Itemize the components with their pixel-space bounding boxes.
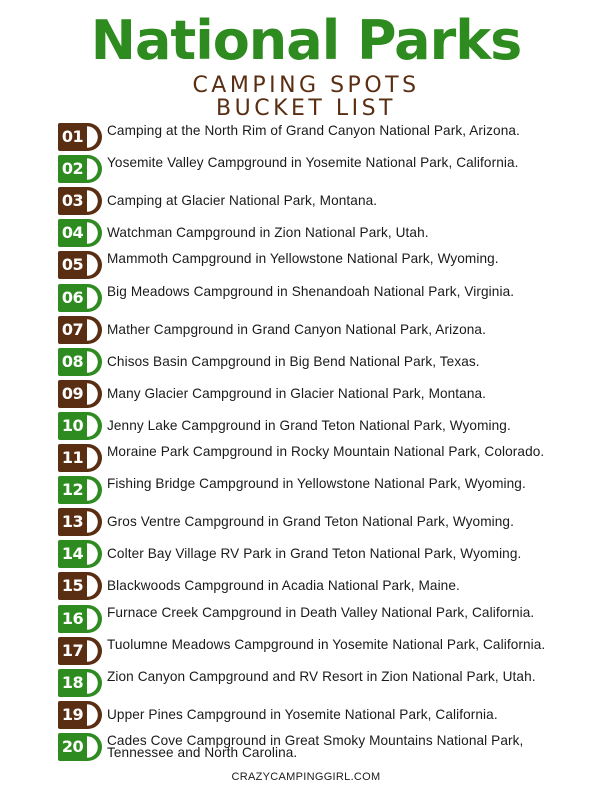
number-badge: [58, 412, 102, 440]
list-item: [58, 284, 588, 312]
subtitle-line-2: BUCKET LIST: [216, 96, 396, 121]
number-badge: [58, 540, 102, 568]
subtitle-line-1: CAMPING SPOTS: [192, 73, 420, 98]
list-item: [58, 251, 588, 279]
page-title: National Parks: [90, 9, 522, 72]
number-badge: [58, 123, 102, 151]
badge-number: 04: [61, 223, 84, 243]
badge-number: 18: [61, 672, 84, 692]
list-item: [58, 637, 588, 665]
number-badge: [58, 508, 102, 536]
list-item: [58, 508, 588, 536]
badge-number: 08: [61, 351, 84, 371]
list-item-text: Chisos Basin Campground in Big Bend National Park, Texas.: [107, 353, 480, 369]
list-item: [58, 476, 588, 504]
badge-number: 19: [61, 704, 84, 724]
list-item: [58, 412, 588, 440]
list-item-text: Camping at the North Rim of Grand Canyon National Park, Arizona.: [107, 123, 520, 138]
badge-number: 02: [61, 159, 84, 179]
list-item-text: Blackwoods Campground in Acadia National Park, Maine.: [107, 578, 460, 594]
list-item-text: Gros Ventre Campground in Grand Teton National Park, Wyoming.: [107, 514, 514, 530]
number-badge: [58, 251, 102, 279]
badge-number: 20: [61, 736, 84, 756]
list-item-text: Jenny Lake Campground in Grand Teton National Park, Wyoming.: [107, 417, 511, 433]
list-item-text: Zion Canyon Campground and RV Resort in Zion National Park, Utah.: [107, 668, 536, 684]
badge-number: 01: [61, 127, 84, 146]
badge-number: 14: [61, 544, 84, 564]
number-badge: [58, 669, 102, 697]
number-badge: [58, 219, 102, 247]
number-badge: [58, 605, 102, 633]
number-badge: [58, 155, 102, 183]
number-badge: [58, 284, 102, 312]
badge-number: 13: [61, 512, 84, 532]
list-item-text: Mather Campground in Grand Canyon National Park, Arizona.: [107, 321, 486, 337]
list-item: [58, 701, 588, 729]
badge-number: 16: [61, 608, 84, 628]
number-badge: [58, 348, 102, 376]
list-item: [58, 669, 588, 697]
number-badge: [58, 637, 102, 665]
list-item-text: Mammoth Campground in Yellowstone National Park, Wyoming.: [107, 251, 499, 267]
badge-number: 07: [61, 319, 84, 339]
number-badge: [58, 476, 102, 504]
list-item-text: Colter Bay Village RV Park in Grand Teton National Park, Wyoming.: [107, 546, 522, 562]
badge-number: 06: [61, 287, 84, 307]
list-item-text: Tuolumne Meadows Campground in Yosemite National Park, California.: [107, 636, 546, 652]
list-item: [58, 123, 588, 151]
list-item: [58, 572, 588, 600]
list-item: [58, 380, 588, 408]
badge-number: 09: [61, 383, 84, 403]
badge-number: 05: [61, 255, 84, 275]
list-item: [58, 219, 588, 247]
list-item: [58, 540, 588, 568]
list-item: [58, 733, 588, 761]
number-badge: [58, 572, 102, 600]
badge-number: 11: [61, 448, 84, 467]
badge-number: 10: [61, 415, 84, 435]
list-item-text: Yosemite Valley Campground in Yosemite National Park, California.: [107, 155, 519, 171]
list-item-text: Upper Pines Campground in Yosemite National Park, California.: [107, 706, 498, 722]
number-badge: [58, 733, 102, 761]
footer-website: CRAZYCAMPINGGIRL.COM: [231, 771, 381, 783]
list-item-text: Moraine Park Campground in Rocky Mountain National Park, Colorado.: [107, 444, 545, 459]
list-item-text: Watchman Campground in Zion National Park, Utah.: [107, 225, 429, 241]
number-badge: [58, 380, 102, 408]
list-item-text: Big Meadows Campground in Shenandoah National Park, Virginia.: [107, 283, 515, 299]
list-item-text: Many Glacier Campground in Glacier National Park, Montana.: [107, 385, 487, 401]
badge-number: 12: [61, 480, 84, 500]
list-item: [58, 155, 588, 183]
list-item-text: Cades Cove Campground in Great Smoky Mountains National Park, Tennessee and North Carolina.: [107, 732, 524, 760]
number-badge: [58, 701, 102, 729]
list-item: [58, 187, 588, 215]
badge-number: 15: [61, 576, 84, 596]
list-item: [58, 444, 588, 472]
list-item-text: Fishing Bridge Campground in Yellowstone National Park, Wyoming.: [107, 476, 526, 492]
number-badge: [58, 444, 102, 472]
bucket-list: [58, 123, 588, 770]
badge-number: 17: [61, 640, 84, 660]
list-item: [58, 316, 588, 344]
badge-number: 03: [61, 191, 84, 211]
list-item-text: Camping at Glacier National Park, Montana.: [107, 193, 378, 209]
number-badge: [58, 316, 102, 344]
list-item: [58, 348, 588, 376]
number-badge: [58, 187, 102, 215]
list-item: [58, 605, 588, 633]
list-item-text: Furnace Creek Campground in Death Valley National Park, California.: [107, 604, 535, 620]
